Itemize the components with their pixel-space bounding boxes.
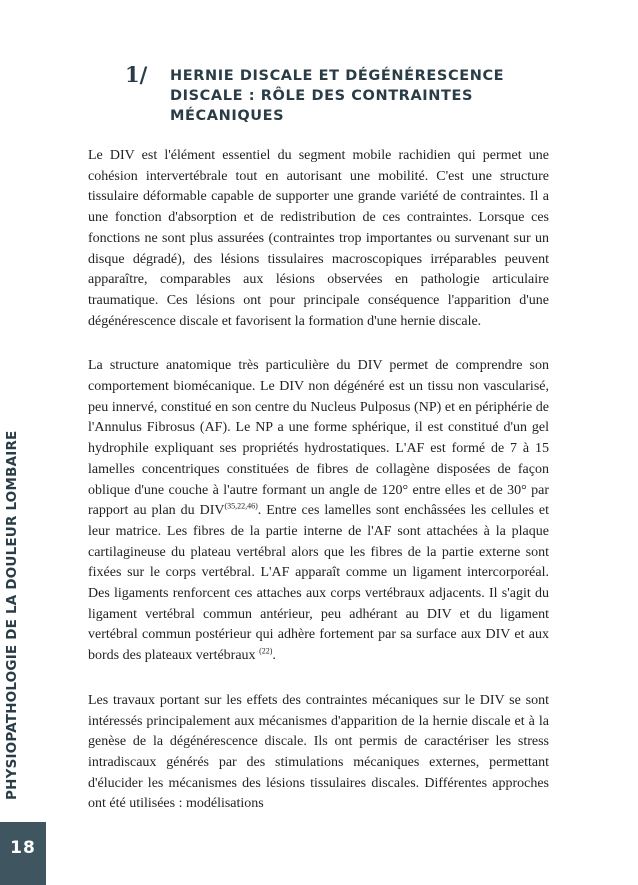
section-title: HERNIE DISCALE ET DÉGÉNÉRESCENCE DISCALE : RÔLE DES CONTRAINTES MÉCANIQUES [170,68,505,124]
citation-ref: (35,22,46) [224,501,258,511]
page-number-box [0,822,46,885]
body-content [88,146,549,839]
paragraph-3: Les travaux portant sur les effets des contraintes mécaniques sur le DIV se sont intéressés principalement aux mécanismes d'apparition de la hernie discale et à la genèse de la dégénérescence discale. Ils ont permis de caractériser les stress intradiscaux générés par des stimulations mécaniques externes, permettant d'élucider les mécanismes des lésions tissulaires discales. Différentes approches ont été utilisées : modélisations [88,692,549,812]
page-number: 18 [10,838,36,858]
running-title: PHYSIOPATHOLOGIE DE LA DOULEUR LOMBAIRE [4,430,20,800]
section-number: 1/ [125,62,148,87]
paragraph-2 [88,356,549,667]
paragraph-2-text-b: . Entre ces lamelles sont enchâssées les cellules et leur matrice. Les fibres de la partie interne de l'AF sont attachées à la plaque cartilagineuse du plateau vertébral alors que les fibres de la partie externe sont fixées sur le corps vertébral. L'AF apparaît comme un ligament intercorporéal. Des ligaments renforcent ces attaches aux corps vertébraux adjacents. Il s'agit du ligament vertébral commun antérieur, peu adhérant au DIV et du ligament vertébral commun postérieur qui adhère fortement par sa surface aux DIV et aux bords des plateaux vertébraux [88,503,549,664]
sidebar [0,0,44,885]
paragraph-1: Le DIV est l'élément essentiel du segment mobile rachidien qui permet une cohésion intervertébrale tout en autorisant une mobilité. C'est une structure tissulaire déformable capable de supporter une grande variété de contraintes. Il a une fonction d'absorption et de redistribution de ces contraintes. Lorsque ces fonctions ne sont plus assurées (contraintes trop importantes ou survenant sur un disque dégradé), des lésions tissulaires macroscopiques irréparables peuvent apparaître, comparables aux lésions observées en pathologie articulaire traumatique. Ces lésions ont pour principale conséquence l'apparition d'une dégénérescence discale et favorisent la formation d'une hernie discale. [88,148,549,329]
citation-ref: (22) [259,646,273,656]
paragraph-2-text-c: . [272,648,276,664]
paragraph-2-text-a: La structure anatomique très particulière du DIV permet de comprendre son comportement biomécanique. Le DIV non dégénéré est un tissu non vascularisé, peu innervé, constitué en son centre du Nucleus Pulposus (NP) et en périphérie de l'Annulus Fibrosus (AF). Le NP a une forme sphérique, il est constitué d'un gel hydrophile expliquant ses propriétés hydrostatiques. L'AF est formé de 7 à 15 lamelles concentriques constituées de fibres de collagène disposées de façon oblique d'une couche à l'autre formant un angle de 120° entre elles et de 30° par rapport au plan du DIV [88,358,549,519]
